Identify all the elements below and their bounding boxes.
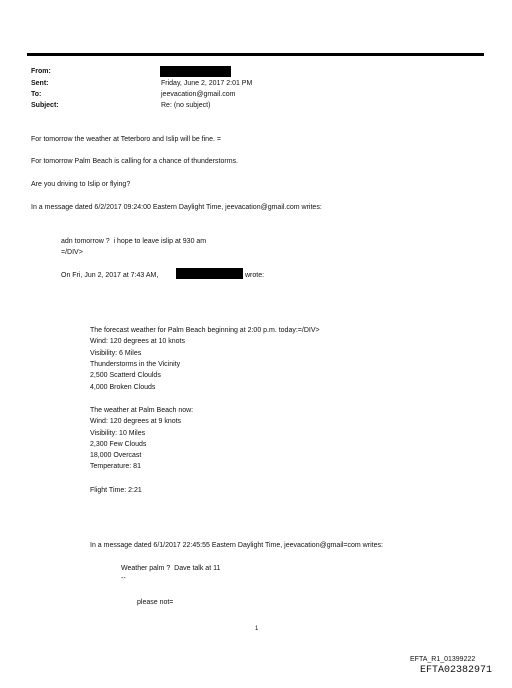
- bates-number-1: EFTA_R1_01399222: [410, 656, 476, 663]
- now-line: 2,300 Few Clouds: [90, 441, 147, 448]
- quote-header: In a message dated 6/2/2017 09:24:00 Eastern Daylight Time, jeevacation@gmail.com writes:: [31, 204, 322, 211]
- body-line: For tomorrow the weather at Teterboro and Islip will be fine. =: [31, 136, 221, 143]
- redaction-from: [160, 66, 231, 77]
- from-label: From:: [31, 68, 51, 75]
- page-number: 1: [255, 626, 259, 632]
- on-date-suffix: wrote:: [245, 272, 265, 279]
- now-line: 18,000 Overcast: [90, 452, 142, 459]
- quote-line: Weather palm ? Dave talk at 11: [121, 565, 221, 572]
- forecast-line: Visibility: 6 Miles: [90, 350, 142, 357]
- redaction-sender: [176, 268, 243, 279]
- to-label: To:: [31, 91, 42, 98]
- quote-line: adn tomorrow ? i hope to leave islip at 930 am: [61, 238, 207, 245]
- quote-dashes: --: [121, 575, 126, 582]
- quote-line: =/DIV>: [61, 249, 83, 256]
- forecast-line: 4,000 Broken Clouds: [90, 384, 156, 391]
- now-line: Temperature: 81: [90, 463, 141, 470]
- flight-time: Flight Time: 2:21: [90, 487, 142, 494]
- forecast-line: Thunderstorms in the Vicinity: [90, 361, 181, 368]
- quote-line: please not=: [137, 599, 174, 606]
- forecast-line: 2,500 Scatterd Cloulds: [90, 372, 161, 379]
- sent-label: Sent:: [31, 80, 49, 87]
- forecast-line: Wind: 120 degrees at 10 knots: [90, 338, 185, 345]
- subject-value: Re: (no subject): [161, 102, 211, 109]
- now-intro: The weather at Palm Beach now:: [90, 407, 194, 414]
- body-line: For tomorrow Palm Beach is calling for a chance of thunderstorms.: [31, 158, 238, 165]
- forecast-intro: The forecast weather for Palm Beach beginning at 2:00 p.m. today:=/DIV>: [90, 327, 320, 334]
- sent-value: Friday, June 2, 2017 2:01 PM: [161, 80, 253, 87]
- now-line: Wind: 120 degrees at 9 knots: [90, 418, 182, 425]
- body-line: Are you driving to Islip or flying?: [31, 181, 131, 188]
- on-date-prefix: On Fri, Jun 2, 2017 at 7:43 AM,: [61, 272, 159, 279]
- now-line: Visibility: 10 Miles: [90, 430, 146, 437]
- bates-number-2: EFTA02382971: [420, 665, 493, 676]
- quote-header: In a message dated 6/1/2017 22:45:55 Eastern Daylight Time, jeevacation@gmail=com writes:: [90, 542, 383, 549]
- header-rule: [27, 53, 484, 56]
- to-value: jeevacation@gmail.com: [161, 91, 236, 98]
- subject-label: Subject:: [31, 102, 59, 109]
